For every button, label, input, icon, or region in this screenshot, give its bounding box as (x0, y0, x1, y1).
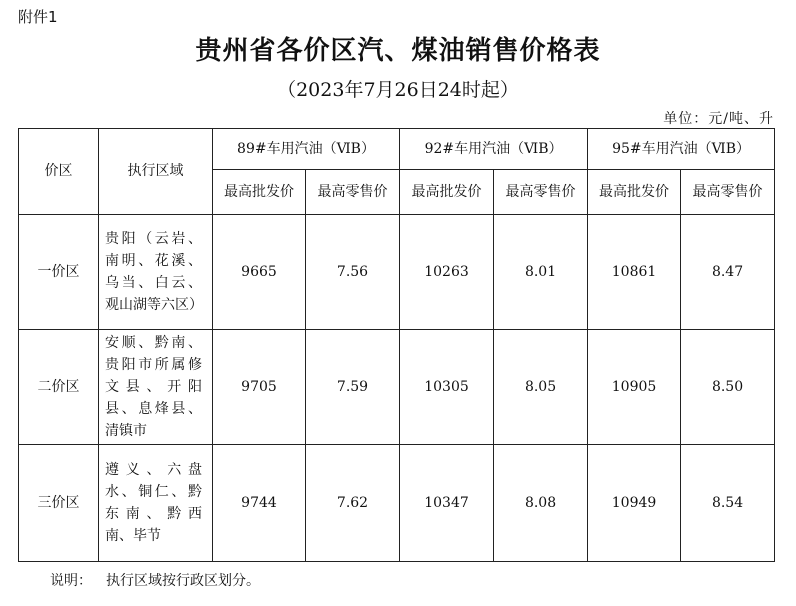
g92-retail-cell: 8.05 (494, 330, 588, 445)
g89-wholesale-cell: 9665 (213, 215, 306, 330)
g89-retail-cell: 7.62 (306, 445, 400, 562)
g89-wholesale-cell: 9705 (213, 330, 306, 445)
g95-wholesale-cell: 10861 (588, 215, 681, 330)
g89-retail-cell: 7.59 (306, 330, 400, 445)
g92-wholesale-cell: 10263 (400, 215, 494, 330)
g95-wholesale-cell: 10905 (588, 330, 681, 445)
g89-wholesale-cell: 9744 (213, 445, 306, 562)
g95-retail-cell: 8.50 (681, 330, 775, 445)
g92-retail-cell: 8.08 (494, 445, 588, 562)
zone-cell: 三价区 (19, 445, 99, 562)
header-89-retail: 最高零售价 (306, 170, 400, 215)
header-95-retail: 最高零售价 (681, 170, 775, 215)
header-region: 执行区域 (99, 129, 213, 215)
g95-wholesale-cell: 10949 (588, 445, 681, 562)
zone-cell: 二价区 (19, 330, 99, 445)
header-92-retail: 最高零售价 (494, 170, 588, 215)
header-95-wholesale: 最高批发价 (588, 170, 681, 215)
footnote-text: 执行区域按行政区划分。 (106, 573, 260, 589)
unit-label: 单位：元/吨、升 (663, 111, 774, 127)
zone-cell: 一价区 (19, 215, 99, 330)
header-zone: 价区 (19, 129, 99, 215)
table-row (19, 215, 775, 330)
region-cell: 安顺、黔南、贵阳市所属修文县、开阳县、息烽县、清镇市 (99, 330, 213, 445)
table-row (19, 445, 775, 562)
header-fuel-95: 95#车用汽油（ⅥB） (588, 129, 775, 170)
g92-retail-cell: 8.01 (494, 215, 588, 330)
region-cell: 贵阳（云岩、南明、花溪、乌当、白云、观山湖等六区） (99, 215, 213, 330)
table-row (19, 330, 775, 445)
region-cell: 遵义、六盘水、铜仁、黔东南、黔西南、毕节 (99, 445, 213, 562)
header-fuel-92: 92#车用汽油（ⅥB） (400, 129, 588, 170)
g95-retail-cell: 8.47 (681, 215, 775, 330)
g89-retail-cell: 7.56 (306, 215, 400, 330)
g92-wholesale-cell: 10347 (400, 445, 494, 562)
footnote (50, 570, 260, 590)
g92-wholesale-cell: 10305 (400, 330, 494, 445)
price-table (18, 128, 775, 562)
header-89-wholesale: 最高批发价 (213, 170, 306, 215)
footnote-label: 说明： (50, 573, 92, 589)
attachment-label: 附件1 (18, 8, 58, 26)
header-92-wholesale: 最高批发价 (400, 170, 494, 215)
page-title: 贵州省各价区汽、煤油销售价格表 (195, 36, 601, 66)
g95-retail-cell: 8.54 (681, 445, 775, 562)
header-fuel-89: 89#车用汽油（ⅥB） (213, 129, 400, 170)
effective-date: （2023年7月26日24时起） (277, 79, 519, 101)
